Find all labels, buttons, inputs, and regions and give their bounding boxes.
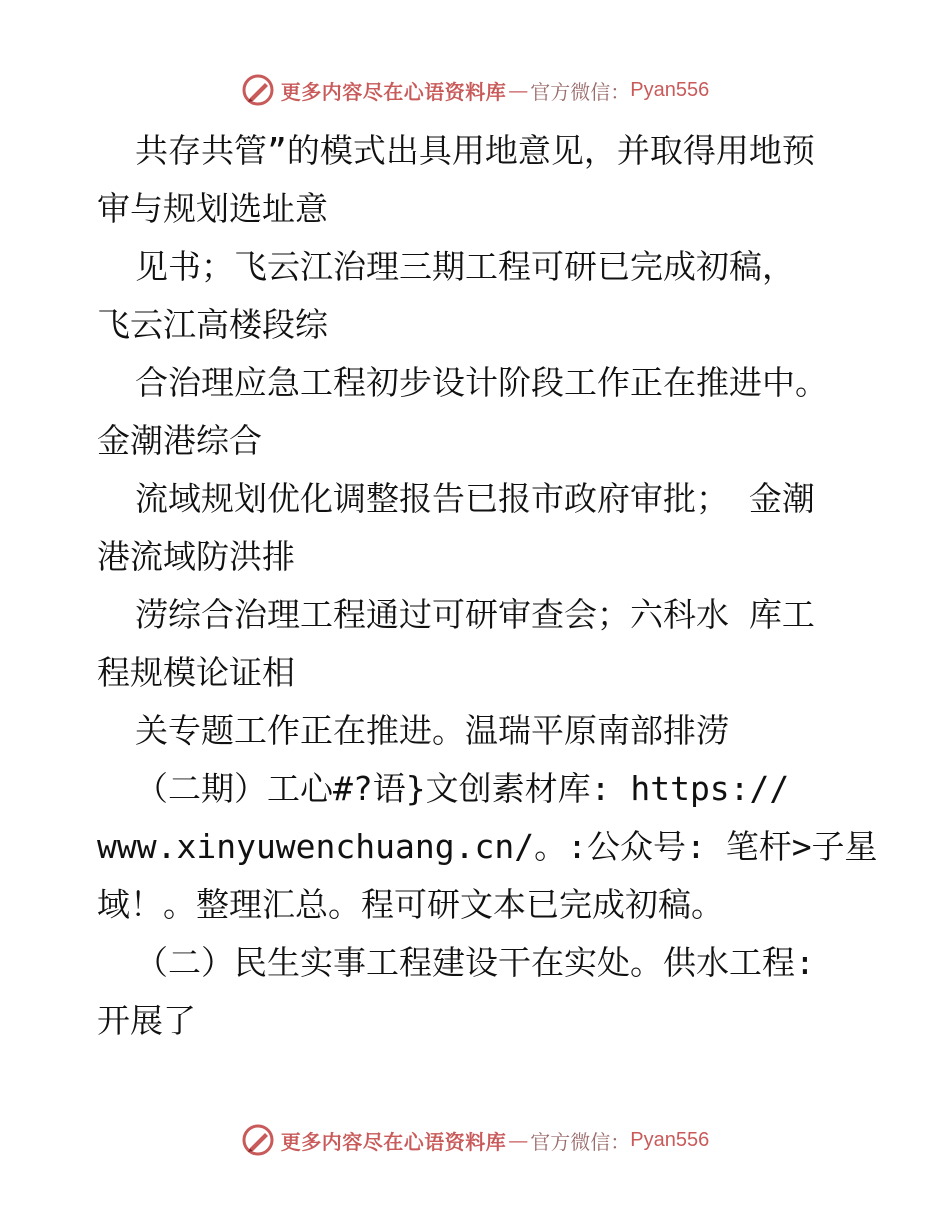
header-wechat-id: Pyan556: [630, 78, 710, 101]
text-line: 金潮港综合: [97, 421, 262, 460]
text-line: 流域规划优化调整报告已报市政府审批； 金潮: [135, 479, 815, 518]
text-line: 程规模论证相: [97, 653, 295, 692]
text-line: （二）民生实事工程建设干在实处。供水工程:: [135, 943, 815, 982]
pen-logo-icon: [241, 73, 275, 107]
text-line: （二期）工心#?语}文创素材库: https://: [135, 769, 790, 808]
footer-banner: [0, 1120, 950, 1160]
text-line: 审与规划选址意: [97, 189, 328, 228]
text-line: 合治理应急工程初步设计阶段工作正在推进中。: [135, 363, 828, 402]
header-banner: [0, 70, 950, 110]
text-line: 涝综合治理工程通过可研审查会；六科水 库工: [135, 595, 815, 634]
footer-separator: —: [508, 1128, 529, 1152]
text-line: 关专题工作正在推进。温瑞平原南部排涝: [135, 711, 729, 750]
text-line: 见书；飞云江治理三期工程可研已完成初稿，: [135, 247, 795, 286]
text-line: 开展了: [97, 1001, 196, 1040]
footer-official-label: 官方微信：: [530, 1129, 631, 1154]
text-line: 飞云江高楼段综: [97, 305, 328, 344]
header-promo-text: 更多内容尽在心语资料库: [280, 79, 507, 104]
document-body: [97, 122, 897, 1050]
text-line: 港流域防洪排: [97, 537, 295, 576]
text-line: 域！。整理汇总。程可研文本已完成初稿。: [97, 885, 724, 924]
footer-promo-text: 更多内容尽在心语资料库: [280, 1129, 507, 1154]
header-official-label: 官方微信：: [530, 79, 631, 104]
footer-wechat-id: Pyan556: [630, 1128, 710, 1151]
header-separator: —: [508, 78, 529, 102]
pen-logo-icon: [241, 1123, 275, 1157]
text-line: 共存共管”的模式出具用地意见，并取得用地预: [135, 131, 815, 170]
text-line: www.xinyuwenchuang.cn/。:公众号: 笔杆>子星: [97, 827, 878, 866]
